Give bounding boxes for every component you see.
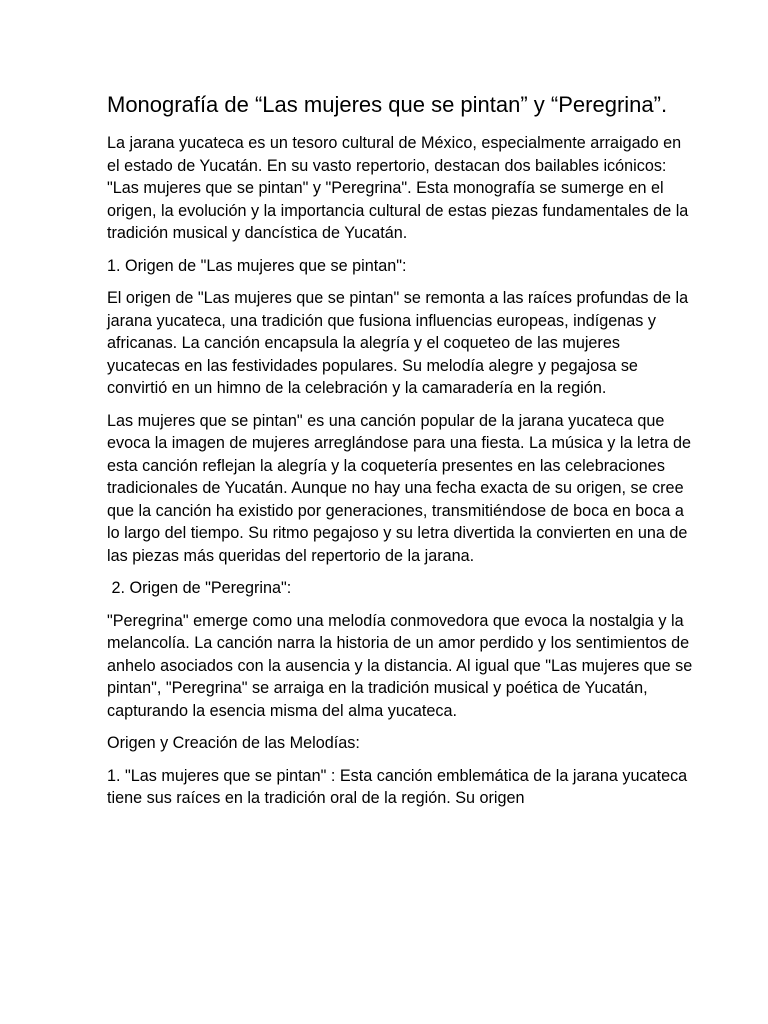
paragraph-origen-mujeres: El origen de "Las mujeres que se pintan" se remonta a las raíces profundas de la jarana yucateca, una tradición que fusiona influencias europeas, indígenas y africanas. La canción encapsula la alegría y el coqueteo de las mujeres yucatecas en las festividades populares. Su melodía alegre y pegajosa se convirtió en un himno de la celebración y la camaradería en la región. [107, 289, 689, 397]
section-heading-origen-mujeres: 1. Origen de "Las mujeres que se pintan": [107, 256, 407, 275]
document-title: Monografía de “Las mujeres que se pintan” y “Peregrina”. [107, 92, 668, 117]
paragraph-descripcion-mujeres: Las mujeres que se pintan" es una canción popular de la jarana yucateca que evoca la imagen de mujeres arreglándose para una fiesta. La música y la letra de esta canción reflejan la alegría y la coquetería presentes en las celebraciones tradicionales de Yucatán. Aunque no hay una fecha exacta de su origen, se cree que la canción ha existido por generaciones, transmitiéndose de boca en boca a lo largo del tiempo. Su ritmo pegajoso y su letra divertida la convierten en una de las piezas más queridas del repertorio de la jarana. [107, 411, 691, 565]
paragraph-origen-peregrina: "Peregrina" emerge como una melodía conmovedora que evoca la nostalgia y la melancolía. La canción narra la historia de un amor perdido y los sentimientos de anhelo asociados con la ausencia y la distancia. Al igual que "Las mujeres que se pintan", "Peregrina" se arraiga en la tradición musical y poética de Yucatán, capturando la esencia misma del alma yucateca. [107, 611, 693, 720]
section-heading-origen-creacion: Origen y Creación de las Melodías: [107, 734, 360, 752]
section-heading-origen-peregrina: 2. Origen de "Peregrina": [107, 579, 292, 597]
paragraph-creacion-mujeres: 1. "Las mujeres que se pintan" : Esta canción emblemática de la jarana yucateca tiene sus raíces en la tradición oral de la región. Su origen [107, 766, 688, 807]
intro-paragraph: La jarana yucateca es un tesoro cultural de México, especialmente arraigado en el estado de Yucatán. En su vasto repertorio, destacan dos bailables icónicos: "Las mujeres que se pintan" y "Peregrina". Esta monografía se sumerge en el origen, la evolución y la importancia cultural de estas piezas fundamentales de la tradición musical y dancística de Yucatán. [107, 134, 689, 242]
document-page [107, 90, 697, 820]
